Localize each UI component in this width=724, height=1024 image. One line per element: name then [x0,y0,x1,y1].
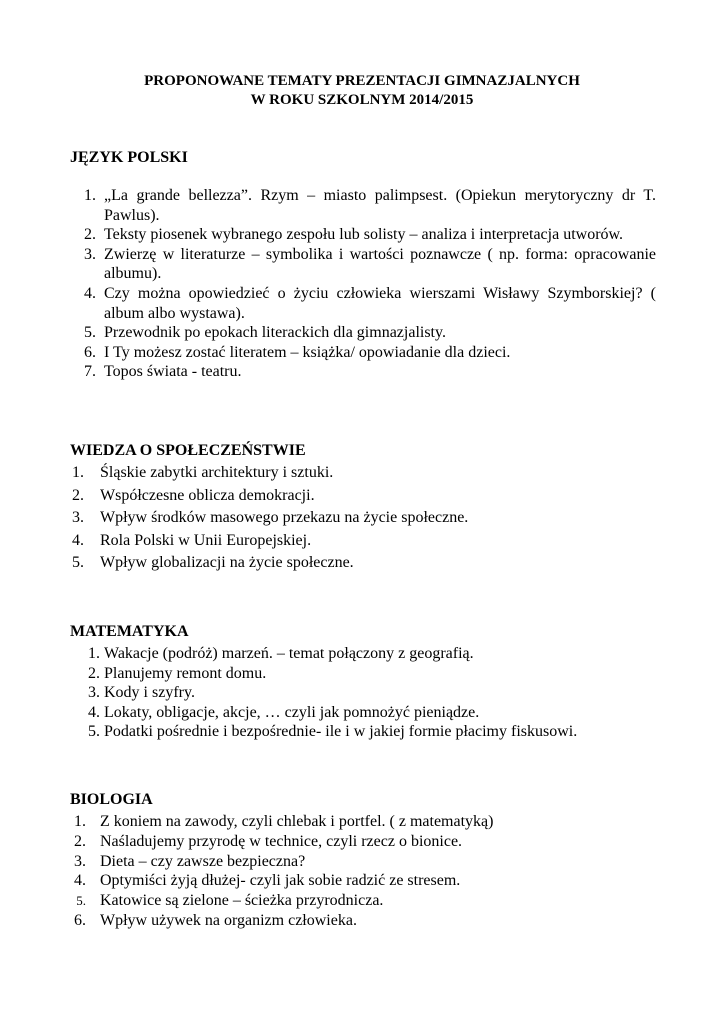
item-text: Dieta – czy zawsze bezpieczna? [100,852,306,870]
item-number: 5. [88,723,100,741]
item-number: 3. [84,245,96,263]
list-item [70,852,656,872]
list-item [70,683,656,703]
item-number: 5. [76,893,86,909]
item-text: Przewodnik po epokach literackich dla gimnazjalisty. [104,324,446,342]
list-item [70,245,656,284]
list-item [70,343,656,363]
item-number: 3. [74,852,86,870]
item-text: Topos świata - teatru. [104,363,242,381]
item-number: 2. [84,226,96,244]
list-item [70,225,656,245]
item-text: Katowice są zielone – ścieżka przyrodnicza. [100,892,384,910]
item-text: „La grande bellezza”. Rzym – miasto palimpsest. (Opiekun merytoryczny dr T. Pawlus). [104,187,656,224]
item-number: 1. [74,813,86,830]
list-item [70,462,656,485]
list-item [70,871,656,891]
list-item [70,323,656,343]
item-number: 2. [88,664,100,682]
page-title [0,72,724,110]
list-item [70,722,656,742]
list-wos [70,462,656,575]
list-item [70,664,656,684]
section-heading-biologia: BIOLOGIA [70,791,153,808]
item-number: 4. [74,872,86,890]
item-text: I Ty możesz zostać literatem – książka/ opowiadanie dla dzieci. [104,343,511,361]
item-number: 6. [84,343,96,361]
list-polski [70,186,656,382]
item-number: 5. [72,554,84,571]
item-number: 4. [84,284,96,302]
item-text: Śląskie zabytki architektury i sztuki. [100,464,334,481]
item-text: Współczesne oblicza demokracji. [100,486,315,504]
item-number: 1. [84,187,96,204]
list-item [70,485,656,508]
item-text: Podatki pośrednie i bezpośrednie- ile i w jakiej formie płacimy fiskusowi. [104,723,578,741]
item-text: Wpływ środków masowego przekazu na życie społeczne. [100,509,469,526]
section-heading-polski: JĘZYK POLSKI [70,149,188,166]
list-item [70,644,656,664]
item-text: Rola Polski w Unii Europejskiej. [100,531,312,549]
list-biologia [70,812,656,931]
item-text: Teksty piosenek wybranego zespołu lub solisty – analiza i interpretacja utworów. [104,226,624,244]
item-number: 3. [88,684,100,702]
item-number: 4. [88,703,100,721]
list-matematyka [70,644,656,742]
list-item [70,812,656,832]
item-text: Zwierzę w literaturze – symbolika i wartości poznawcze ( np. forma: opracowanie albumu). [104,245,656,283]
list-item [70,891,656,911]
item-text: Optymiści żyją dłużej- czyli jak sobie radzić ze stresem. [100,872,461,890]
item-text: Naśladujemy przyrodę w technice, czyli rzecz o bionice. [100,832,463,850]
list-item [70,186,656,225]
list-item [70,507,656,530]
item-number: 3. [72,509,84,526]
item-number: 1. [72,464,84,481]
section-heading-wos: WIEDZA O SPOŁECZEŃSTWIE [70,442,306,459]
item-number: 2. [74,832,86,850]
item-text: Wakacje (podróż) marzeń. – temat połączony z geografią. [104,645,474,662]
item-number: 4. [72,531,84,549]
item-number: 2. [72,486,84,504]
item-text: Wpływ globalizacji na życie społeczne. [100,554,354,571]
item-number: 7. [84,363,96,381]
page-title-line-2: W ROKU SZKOLNYM 2014/2015 [250,92,474,108]
list-item [70,530,656,553]
list-item [70,362,656,382]
item-number: 6. [74,911,86,929]
list-item [70,703,656,723]
item-text: Planujemy remont domu. [104,664,267,682]
item-number: 5. [84,324,96,342]
item-text: Lokaty, obligacje, akcje, … czyli jak pomnożyć pieniądze. [104,703,480,721]
item-number: 1. [88,645,100,662]
list-item [70,911,656,931]
list-item [70,552,656,575]
item-text: Kody i szyfry. [104,684,195,702]
item-text: Wpływ używek na organizm człowieka. [100,911,357,929]
item-text: Czy można opowiedzieć o życiu człowieka wierszami Wisławy Szymborskiej? ( album albo wystawa). [104,284,656,322]
list-item [70,284,656,323]
section-heading-matematyka: MATEMATYKA [70,623,189,640]
item-text: Z koniem na zawody, czyli chlebak i portfel. ( z matematyką) [100,813,494,830]
list-item [70,832,656,852]
page-title-line-1: PROPONOWANE TEMATY PREZENTACJI GIMNAZJALNYCH [144,73,580,89]
